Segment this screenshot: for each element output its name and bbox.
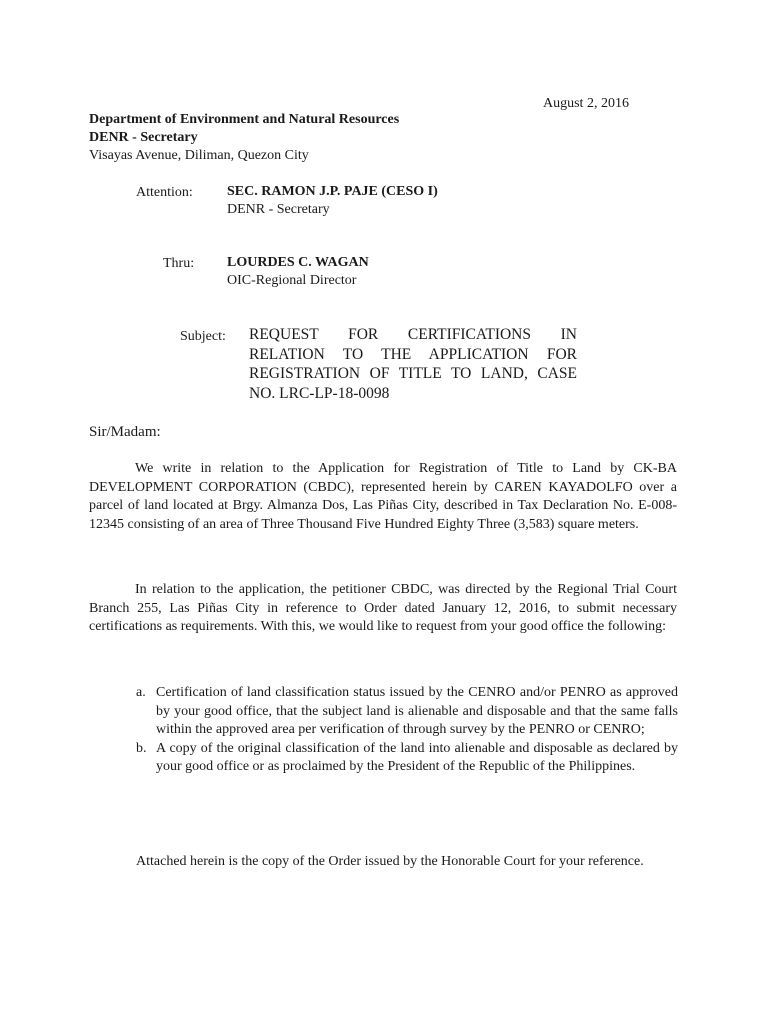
list-item-text: Certification of land classification status issued by the CENRO and/or PENRO as approved by your good office, that the subject land is alienable and disposable and that the same falls within the approved area per verification of through survey by the PENRO or CENRO; xyxy=(156,685,678,737)
list-marker: a. xyxy=(136,685,146,700)
subject-line-4: NO. LRC-LP-18-0098 xyxy=(249,384,390,402)
recipient-org: Department of Environment and Natural Resources xyxy=(89,112,400,127)
list-item xyxy=(136,740,678,777)
paragraph-2-text: In relation to the application, the petitioner CBDC, was directed by the Regional Trial Court Branch 255, Las Piñas City in reference to Order dated January 12, 2016, to submit necessary certifications as requirements. With this, we would like to request from your good office the following: xyxy=(89,582,677,634)
recipient-office: DENR - Secretary xyxy=(89,130,198,145)
attention-title: DENR - Secretary xyxy=(227,202,330,217)
salutation: Sir/Madam: xyxy=(89,424,161,440)
list-item-text: A copy of the original classification of the land into alienable and disposable as declared by your good office or as proclaimed by the President of the Republic of the Philippines. xyxy=(156,740,678,774)
list-item xyxy=(136,684,678,740)
thru-label: Thru: xyxy=(163,256,195,271)
subject-line-1: REQUEST FOR CERTIFICATIONS IN xyxy=(249,326,577,343)
request-list xyxy=(136,684,678,777)
subject-text xyxy=(249,325,577,403)
paragraph-1-text: We write in relation to the Application for Registration of Title to Land by CK-BA DEVELOPMENT CORPORATION (CBDC), represented herein by CAREN KAYADOLFO over a parcel of land located at Brgy. Almanza Dos, Las Piñas City, described in Tax Declaration No. E-008-12345 consisting of an area of Three Thousand Five Hundred Eighty Three (3,583) square meters. xyxy=(89,461,677,532)
recipient-address-block xyxy=(89,111,399,165)
thru-name: LOURDES C. WAGAN xyxy=(227,255,369,270)
body-paragraph-2 xyxy=(89,581,677,637)
letter-date: August 2, 2016 xyxy=(543,96,629,111)
attention-block xyxy=(227,183,438,219)
recipient-address: Visayas Avenue, Diliman, Quezon City xyxy=(89,148,309,163)
attention-label: Attention: xyxy=(136,185,193,200)
thru-title: OIC-Regional Director xyxy=(227,273,357,288)
closing-paragraph: Attached herein is the copy of the Order issued by the Honorable Court for your reference. xyxy=(136,854,644,869)
subject-line-2: RELATION TO THE APPLICATION FOR xyxy=(249,345,577,363)
subject-label: Subject: xyxy=(180,329,226,344)
body-paragraph-1 xyxy=(89,460,677,534)
thru-block xyxy=(227,254,369,290)
attention-name: SEC. RAMON J.P. PAJE (CESO I) xyxy=(227,184,438,199)
subject-line-3: REGISTRATION OF TITLE TO LAND, CASE xyxy=(249,365,577,382)
list-marker: b. xyxy=(136,740,147,756)
